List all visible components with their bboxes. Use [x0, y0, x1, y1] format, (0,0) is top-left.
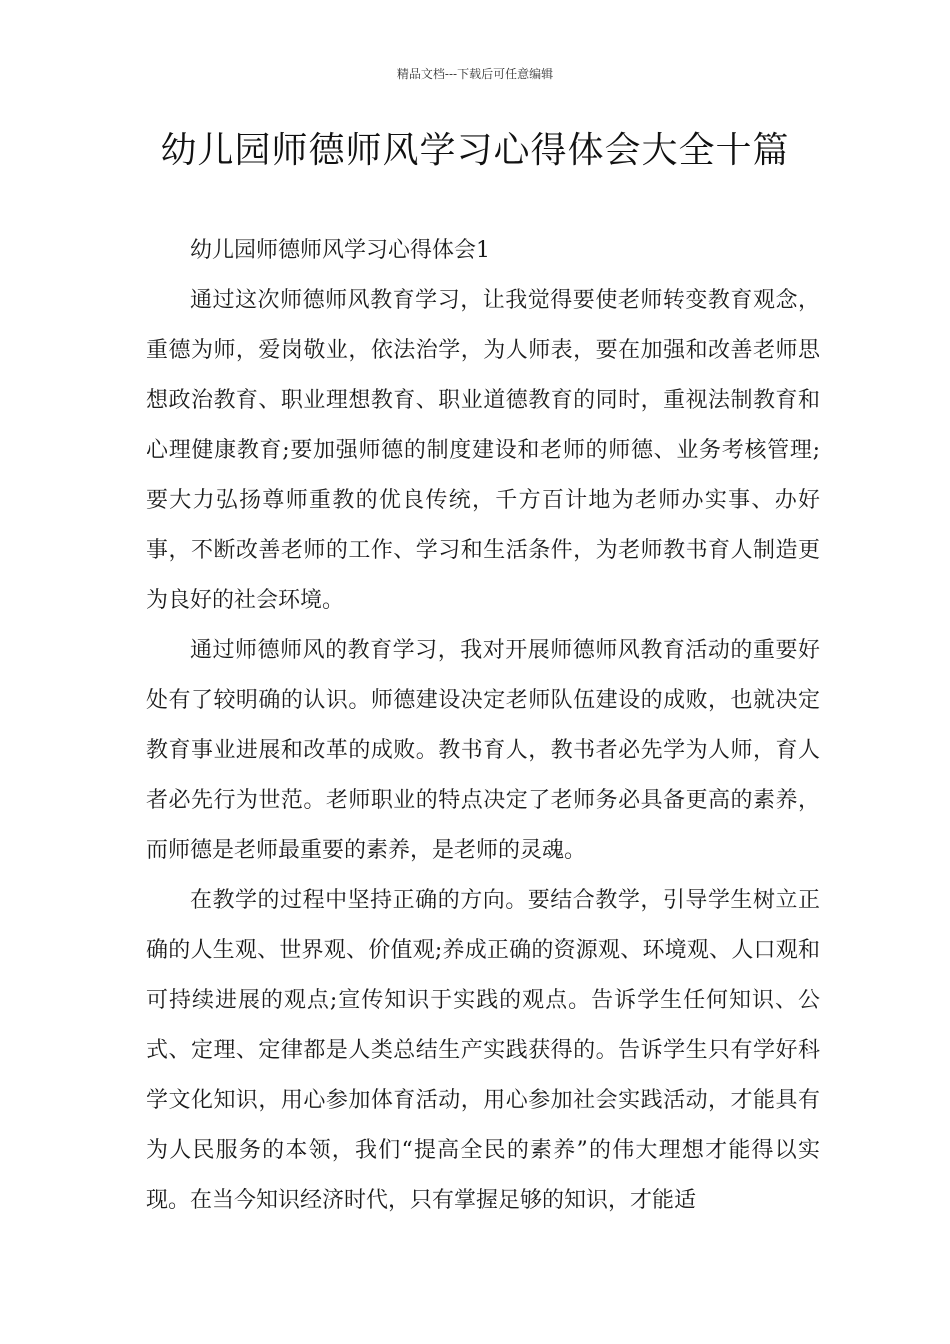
document-body: [146, 226, 820, 1226]
header-note: 精品文档---下载后可任意编辑: [396, 67, 554, 81]
section-heading: 幼儿园师德师风学习心得体会1: [190, 238, 490, 263]
document-title: 幼儿园师德师风学习心得体会大全十篇: [160, 130, 790, 171]
paragraph-2: 通过师德师风的教育学习，我对开展师德师风教育活动的重要好处有了较明确的认识。师德建设决定老师队伍建设的成败，也就决定教育事业进展和改革的成败。教书育人，教书者必先学为人师，育人者必先行为世范。老师职业的特点决定了老师务必具备更高的素养，而师德是老师最重要的素养，是老师的灵魂。: [146, 638, 820, 863]
paragraph-3: 在教学的过程中坚持正确的方向。要结合教学，引导学生树立正确的人生观、世界观、价值观;养成正确的资源观、环境观、人口观和可持续进展的观点;宣传知识于实践的观点。告诉学生任何知识、公式、定理、定律都是人类总结生产实践获得的。告诉学生只有学好科学文化知识，用心参加体育活动，用心参加社会实践活动，才能具有为人民服务的本领，我们“提高全民的素养”的伟大理想才能得以实现。在当今知识经济时代，只有掌握足够的知识，才能适: [146, 888, 820, 1213]
paragraph-1: 通过这次师德师风教育学习，让我觉得要使老师转变教育观念，重德为师，爱岗敬业，依法治学，为人师表，要在加强和改善老师思想政治教育、职业理想教育、职业道德教育的同时，重视法制教育和心理健康教育;要加强师德的制度建设和老师的师德、业务考核管理;要大力弘扬尊师重教的优良传统，千方百计地为老师办实事、办好事，不断改善老师的工作、学习和生活条件，为老师教书育人制造更为良好的社会环境。: [146, 288, 820, 613]
